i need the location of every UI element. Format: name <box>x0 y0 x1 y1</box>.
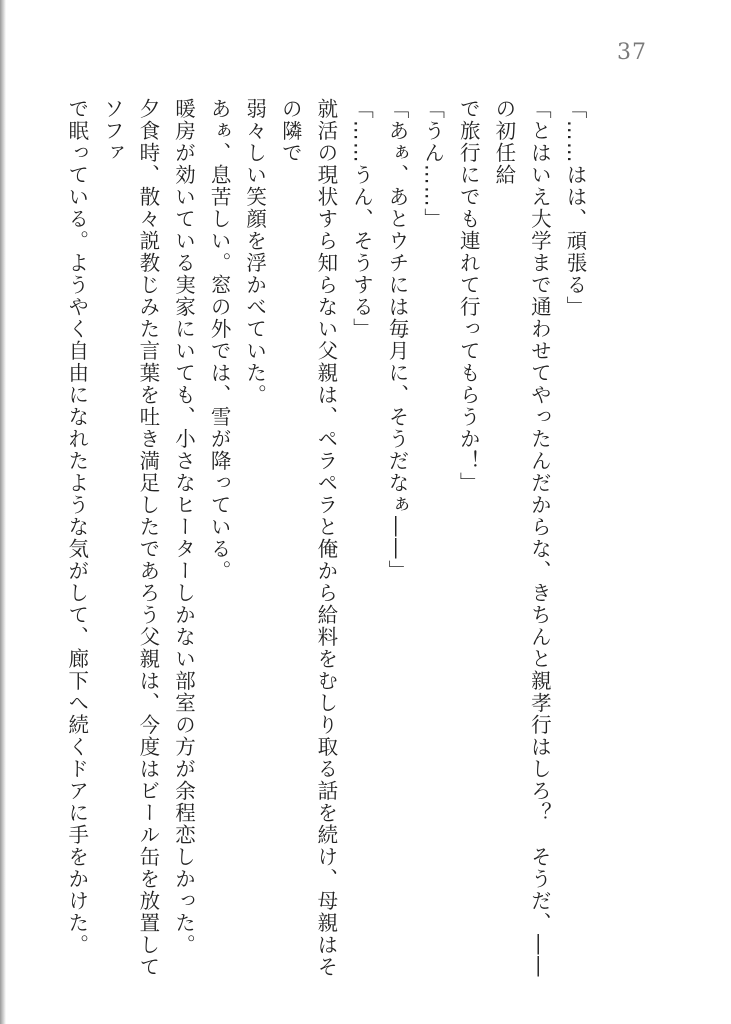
text-line: 弱々しい笑顔を浮かべていた。 <box>242 98 267 406</box>
page-number: 37 <box>617 40 647 65</box>
vertical-body-text <box>64 98 592 978</box>
text-line: 就活の現状すら知らない父親は、ペラペラと俺から給料をむしり取る話を続け、母親はその隣で <box>278 98 338 978</box>
text-line: 「うん……」 <box>420 98 445 230</box>
text-line: 「……はは、頑張る」 <box>563 98 587 318</box>
text-line: で旅行にでも連れて行ってもらうか！」 <box>456 98 481 494</box>
text-line: あぁ、息苦しい。窓の外では、雪が降っている。 <box>207 98 232 582</box>
text-line: で眠っている。ようやく自由になれたような気がして、廊下へ続くドアに手をかけた。 <box>64 98 89 956</box>
text-line: 「あぁ、あとウチには毎月に、そうだなぁ――」 <box>385 98 410 582</box>
text-line: 暖房が効いている実家にいても、小さなヒーターしかない部室の方が余程恋しかった。 <box>171 98 196 956</box>
page-edge-shadow <box>0 0 6 1024</box>
text-line: 夕食時、散々説教じみた言葉を吐き満足したであろう父親は、今度はビール缶を放置してソファ <box>100 98 160 978</box>
text-line: 「とはいえ大学まで通わせてやったんだからな、きちんと親孝行はしろ？ そうだ、――の初任給 <box>491 98 552 978</box>
text-line: 「……うん、そうする」 <box>349 98 374 340</box>
